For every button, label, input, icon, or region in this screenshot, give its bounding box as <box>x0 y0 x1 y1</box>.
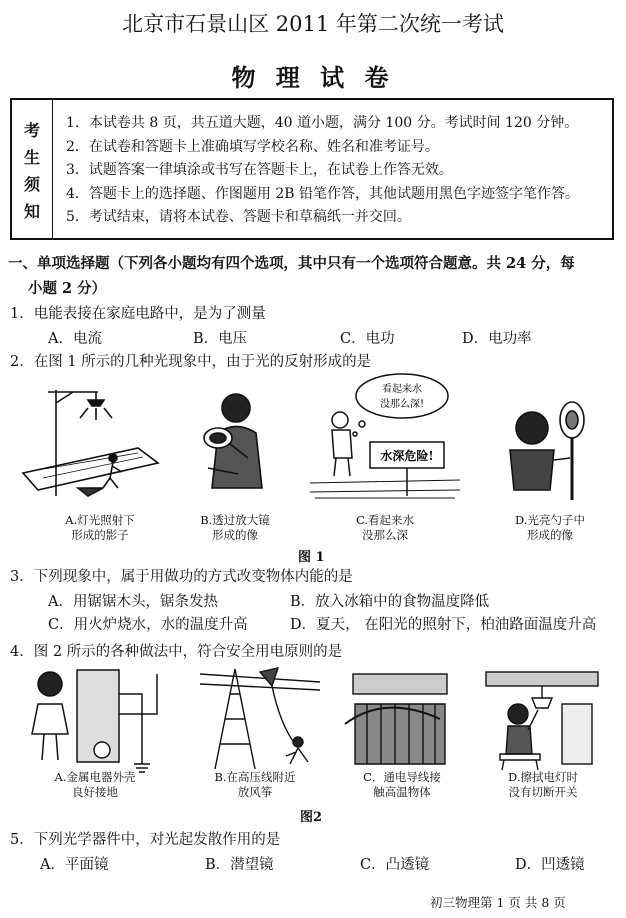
instructions-list <box>66 112 611 230</box>
q1-option-a: A．电流 <box>48 331 102 347</box>
question-1-stem: 1．电能表接在家庭电路中，是为了测量 <box>10 306 266 322</box>
figure1-caption-c <box>325 513 445 543</box>
caption-line: A.金属电器外壳 <box>54 770 136 784</box>
caption-line: 放风筝 <box>237 785 273 799</box>
figure1-caption-d <box>490 513 610 543</box>
q5-option-c: C．凸透镜 <box>360 857 430 873</box>
instruction-item: 1．本试卷共 8 页，共五道大题，40 道小题，满分 100 分。考试时间 120 分钟。 <box>66 115 579 131</box>
figure2-d-wiping-lamp <box>482 664 602 772</box>
caption-line: 形成的像 <box>527 528 573 542</box>
q3-option-d: D．夏天， 在阳光的照射下，柏油路面温度升高 <box>290 617 597 633</box>
q1-option-c: C．电功 <box>340 331 395 347</box>
caption-line: C.看起来水 <box>355 513 415 527</box>
figure1-a-lamp-shadow <box>18 378 163 508</box>
speech-bubble-line1: 看起来水 <box>382 384 422 395</box>
figure1-b-magnifier <box>178 378 288 508</box>
caption-line: 没那么深 <box>362 528 408 542</box>
question-5-stem: 5．下列光学器件中，对光起发散作用的是 <box>10 832 281 848</box>
figure2-caption-d <box>478 770 608 800</box>
heading-char: 知 <box>24 202 41 221</box>
q3-option-b: B．放入冰箱中的食物温度降低 <box>290 594 490 610</box>
caption-line: B.透过放大镜 <box>200 513 270 527</box>
q1-option-d: D．电功率 <box>462 331 532 347</box>
figure1-c-pool-sign <box>310 368 460 508</box>
heading-char: 考 <box>24 121 41 140</box>
exam-title: 北京市石景山区 2011 年第二次统一考试 <box>122 12 504 36</box>
caption-line: 良好接地 <box>72 785 118 799</box>
caption-line: 形成的像 <box>212 528 258 542</box>
heading-char: 须 <box>24 175 41 194</box>
instruction-item: 3．试题答案一律填涂或书写在答题卡上，在试卷上作答无效。 <box>66 162 453 178</box>
figure1-caption-b <box>175 513 295 543</box>
question-2-stem: 2．在图 1 所示的几种光现象中，由于光的反射形成的是 <box>10 354 372 370</box>
q3-option-c: C．用火炉烧水，水的温度升高 <box>48 617 248 633</box>
q3-option-a: A．用锯锯木头，锯条发热 <box>48 594 218 610</box>
caption-line: C．通电导线接 <box>363 770 441 784</box>
paper-title: 物 理 试 卷 <box>231 63 395 92</box>
caption-line: 触高温物体 <box>373 785 431 799</box>
question-4-stem: 4．图 2 所示的各种做法中，符合安全用电原则的是 <box>10 644 343 660</box>
instructions-heading <box>12 100 53 238</box>
section-heading-cont: 小题 2 分） <box>28 280 107 297</box>
caption-line: A.灯光照射下 <box>65 513 135 527</box>
q5-option-b: B．潜望镜 <box>205 857 274 873</box>
caption-line: 没有切断开关 <box>508 785 578 799</box>
figure2-c-wire-on-heater <box>345 664 455 772</box>
figure1-d-spoon <box>492 390 602 510</box>
caption-line: 形成的影子 <box>71 528 129 542</box>
instruction-item: 4．答题卡上的选择题、作图题用 2B 铅笔作答，其他试题用黑色字迹签字笔作答。 <box>66 185 580 202</box>
figure2-a-grounded-appliance <box>22 664 172 772</box>
speech-bubble-line2: 没那么深! <box>379 399 425 410</box>
instruction-item: 5．考试结束，请将本试卷、答题卡和草稿纸一并交回。 <box>66 209 411 225</box>
caption-line: D.光亮勺子中 <box>515 513 585 527</box>
figure1-label: 图 1 <box>298 550 325 565</box>
caption-line: B.在高压线附近 <box>214 770 296 784</box>
figure1-caption-a <box>40 513 160 543</box>
q5-option-a: A．平面镜 <box>40 857 109 873</box>
instruction-item: 2．在试卷和答题卡上准确填写学校名称、姓名和准考证号。 <box>66 138 439 155</box>
heading-char: 生 <box>24 148 41 167</box>
caption-line: D.擦拭电灯时 <box>508 770 578 784</box>
instructions-box <box>10 98 614 240</box>
figure2-b-kite-near-powerline <box>200 664 320 772</box>
q1-option-b: B．电压 <box>193 331 248 347</box>
q5-option-d: D．凹透镜 <box>515 857 585 873</box>
page-footer: 初三物理第 1 页 共 8 页 <box>430 895 566 910</box>
figure2-caption-a <box>30 770 160 800</box>
figure2-caption-b <box>190 770 320 800</box>
warning-sign-text: 水深危险! <box>380 449 434 463</box>
section-heading: 一、单项选择题（下列各小题均有四个选项，其中只有一个选项符合题意。共 24 分，每 <box>8 255 575 272</box>
figure2-caption-c <box>337 770 467 800</box>
figure2-label: 图2 <box>300 810 323 825</box>
question-3-stem: 3．下列现象中，属于用做功的方式改变物体内能的是 <box>10 569 353 585</box>
